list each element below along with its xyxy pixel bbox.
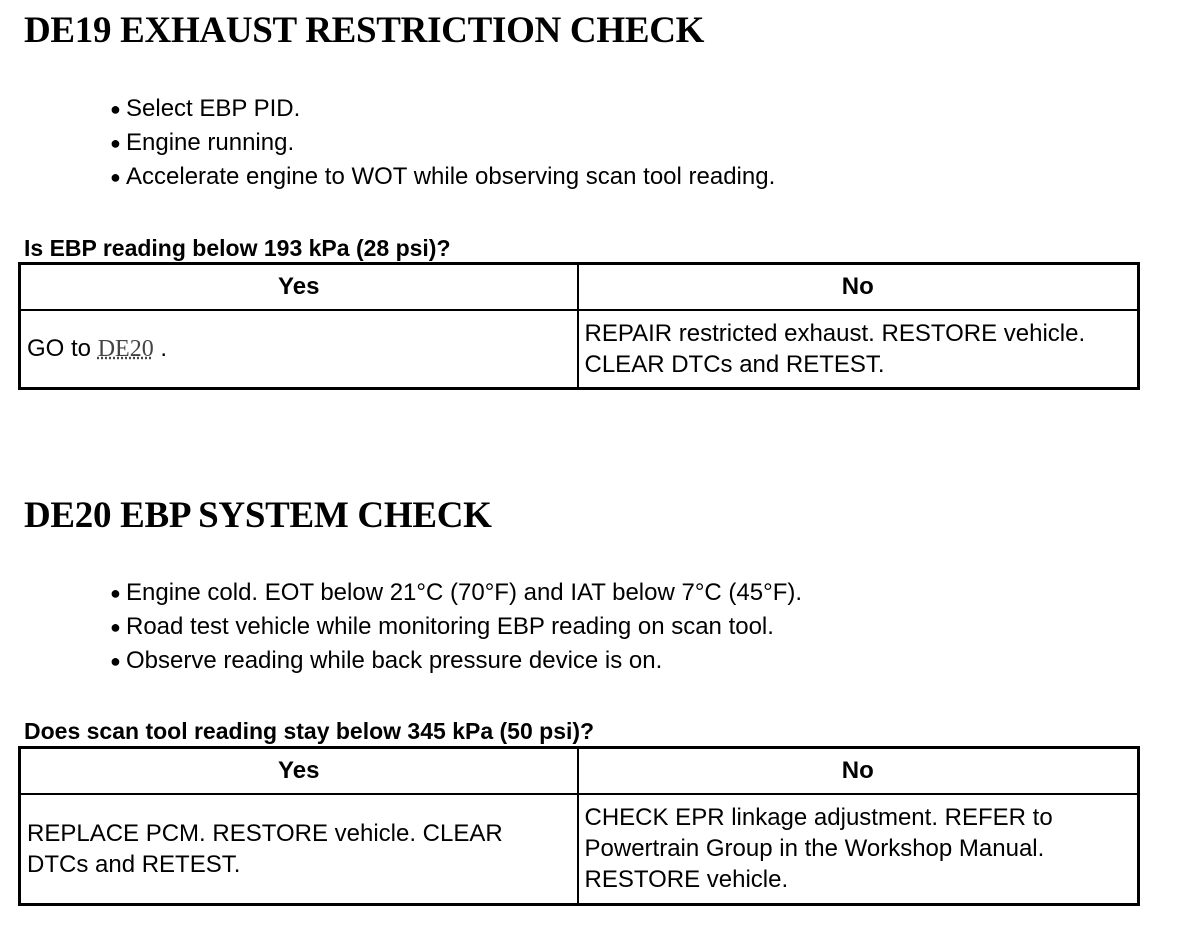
yes-cell: GO to DE20 . — [20, 310, 578, 388]
list-item: ● Engine cold. EOT below 21°C (70°F) and IAT below 7°C (45°F). — [110, 576, 802, 610]
yes-cell: REPLACE PCM. RESTORE vehicle. CLEAR DTCs and RETEST. — [20, 794, 578, 904]
column-header-yes: Yes — [20, 264, 578, 311]
question-de20: Does scan tool reading stay below 345 kPa (50 psi)? — [24, 718, 595, 744]
decision-table-de20 — [18, 746, 1140, 906]
column-header-yes: Yes — [20, 748, 578, 795]
bullet-icon: ● — [110, 617, 121, 637]
section-title-de19: DE19 EXHAUST RESTRICTION CHECK — [24, 10, 705, 51]
list-item: ● Accelerate engine to WOT while observing scan tool reading. — [110, 160, 775, 194]
list-item: ● Select EBP PID. — [110, 92, 775, 126]
decision-table-de19 — [18, 262, 1140, 390]
bullet-icon: ● — [110, 651, 121, 671]
section-title-de20: DE20 EBP SYSTEM CHECK — [24, 495, 492, 536]
list-item: ● Road test vehicle while monitoring EBP reading on scan tool. — [110, 610, 802, 644]
steps-list-de20 — [110, 576, 802, 678]
de20-link[interactable]: DE20 — [97, 335, 154, 362]
column-header-no: No — [578, 264, 1139, 311]
bullet-icon: ● — [110, 583, 121, 603]
list-item: ● Observe reading while back pressure device is on. — [110, 644, 802, 678]
no-cell: REPAIR restricted exhaust. RESTORE vehicle. CLEAR DTCs and RETEST. — [578, 310, 1139, 388]
column-header-no: No — [578, 748, 1139, 795]
bullet-icon: ● — [110, 99, 121, 119]
bullet-icon: ● — [110, 133, 121, 153]
question-de19: Is EBP reading below 193 kPa (28 psi)? — [24, 235, 451, 261]
steps-list-de19 — [110, 92, 775, 194]
list-item: ● Engine running. — [110, 126, 775, 160]
no-cell: CHECK EPR linkage adjustment. REFER to Powertrain Group in the Workshop Manual. RESTORE vehicle. — [578, 794, 1139, 904]
bullet-icon: ● — [110, 167, 121, 187]
